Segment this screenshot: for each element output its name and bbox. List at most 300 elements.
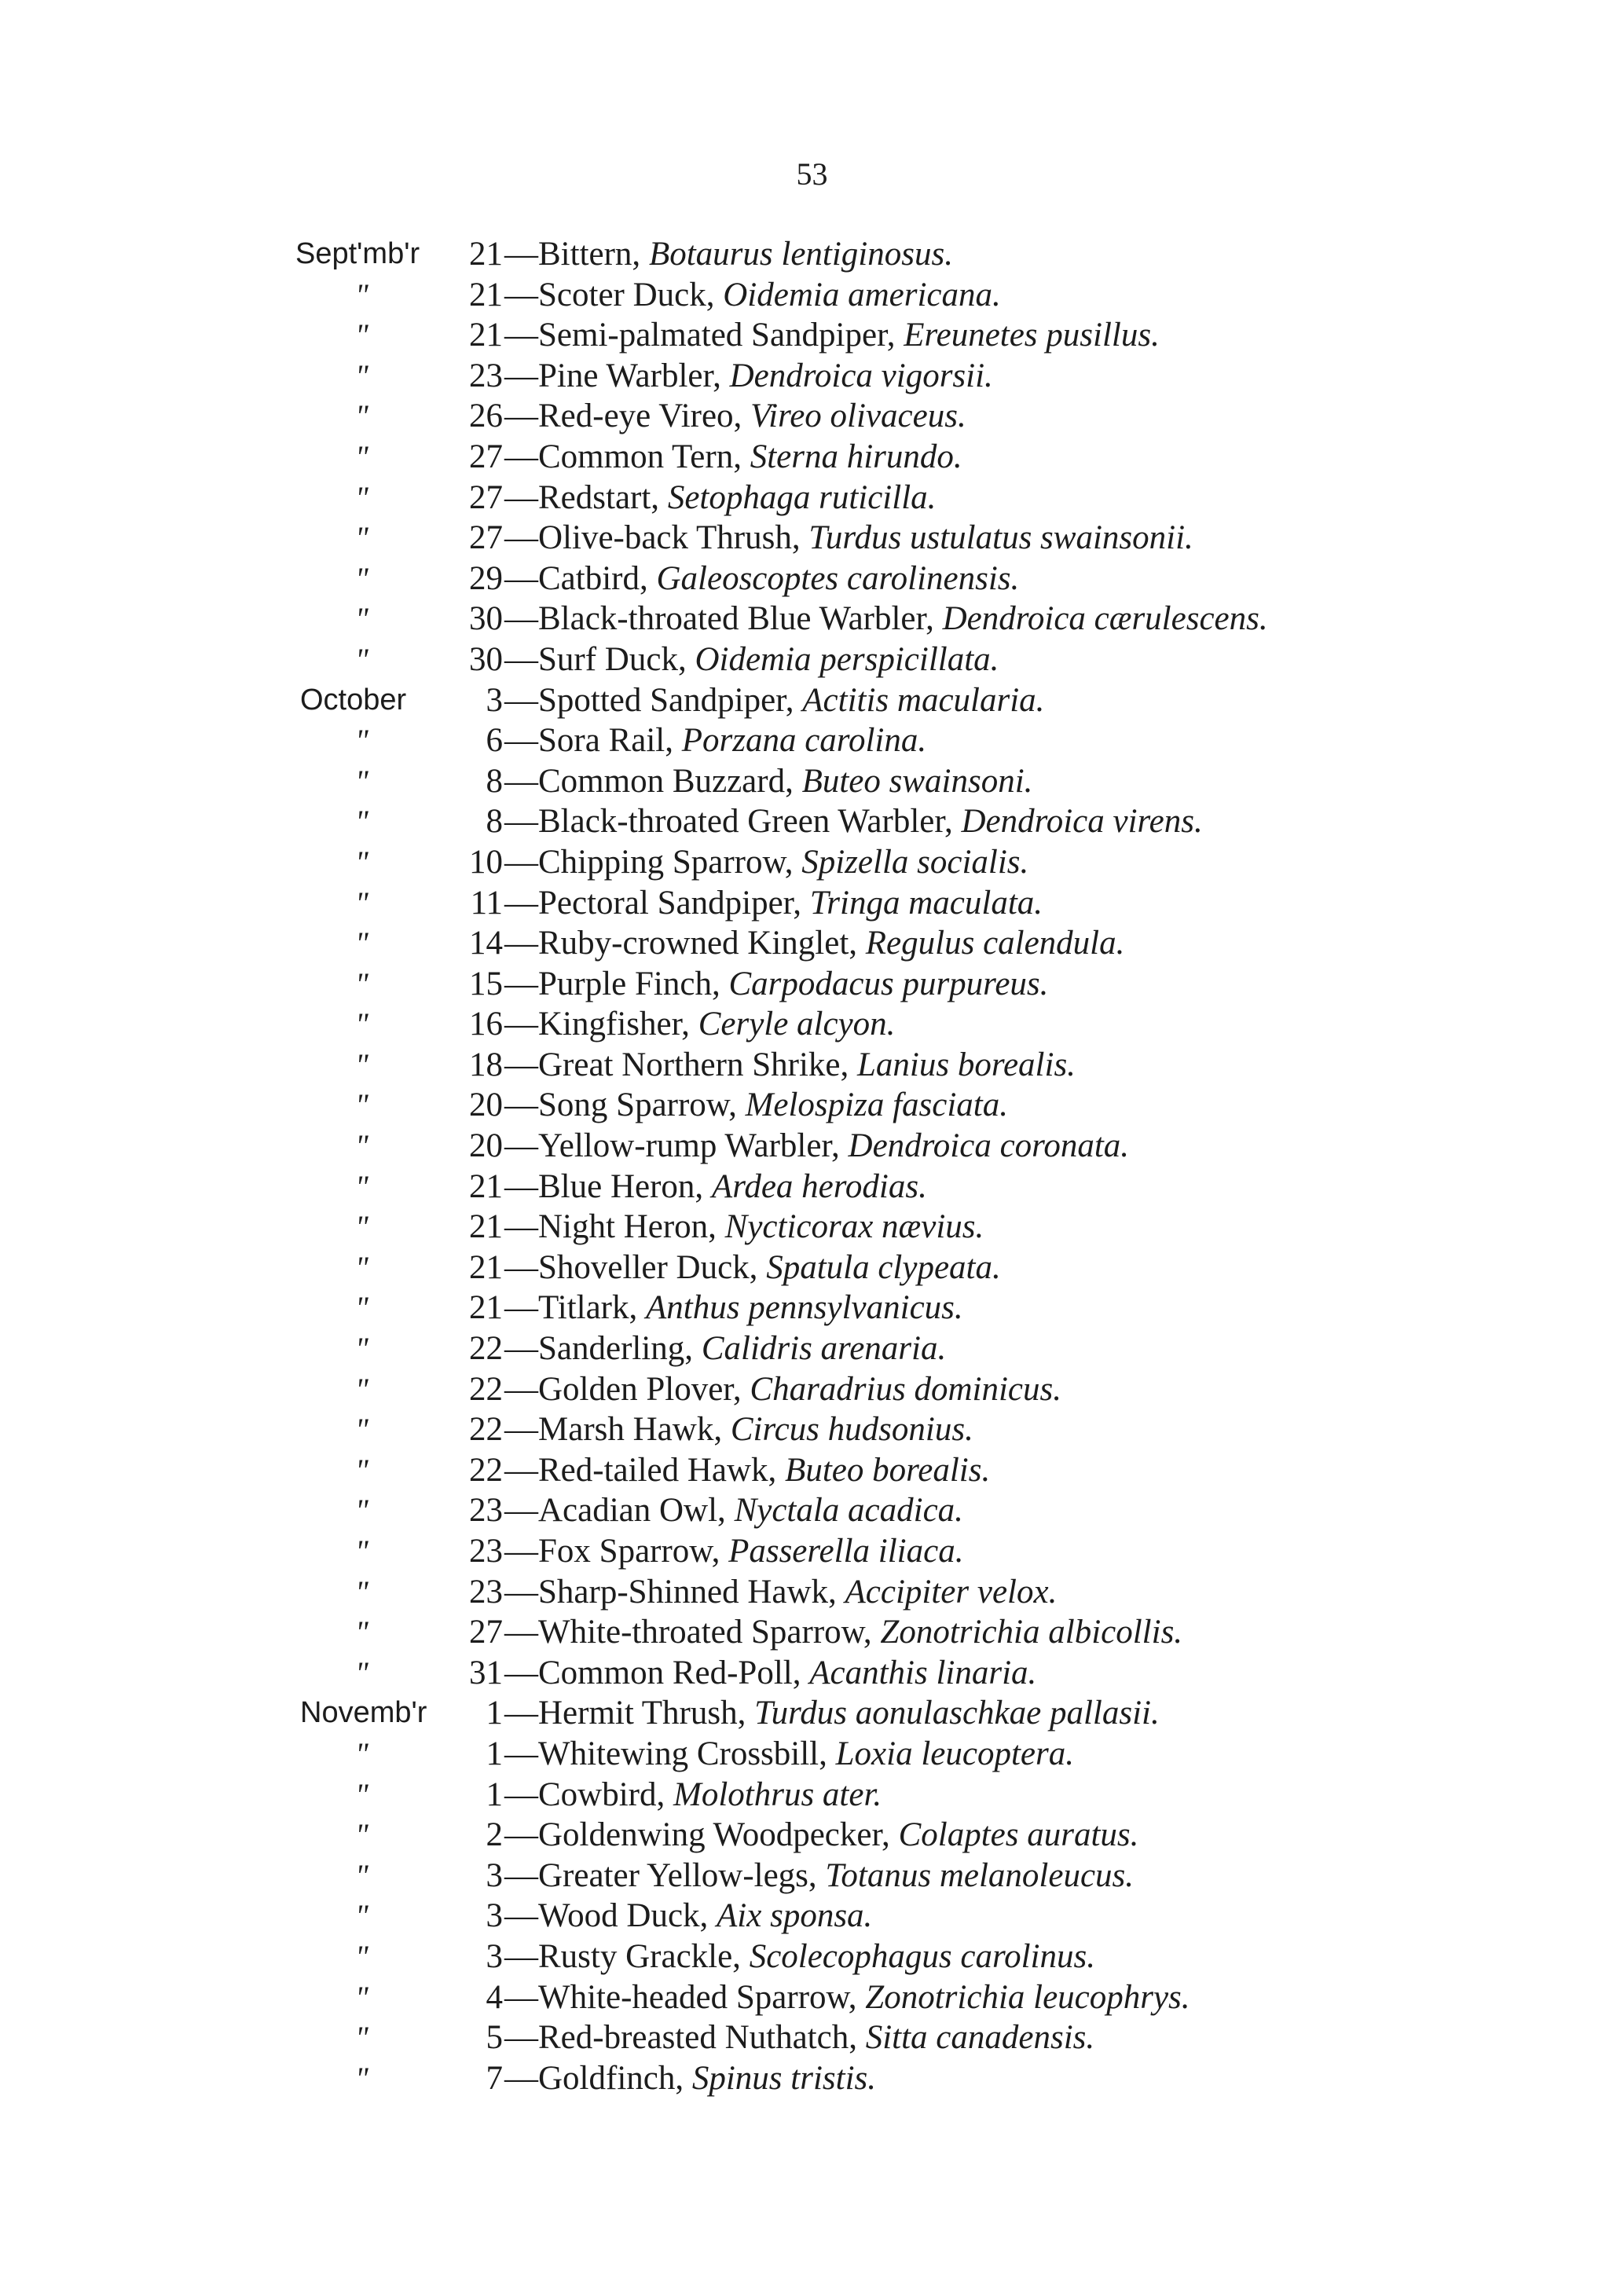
day-number: 3 <box>486 1897 503 1935</box>
latin-name: Spinus tristis. <box>691 2059 877 2097</box>
list-item <box>0 842 1624 883</box>
day-number: 23 <box>469 1533 503 1570</box>
common-name: Fox Sparrow, <box>538 1533 720 1570</box>
day-number: 27 <box>469 478 503 516</box>
common-name: Common Tern, <box>538 438 742 475</box>
ditto-mark: " <box>355 438 368 475</box>
day-number: 3 <box>486 1937 503 1975</box>
common-name: Catbird, <box>538 559 648 597</box>
day-number: 30 <box>469 640 503 678</box>
day-number: 31 <box>469 1654 503 1691</box>
common-name: Purple Finch, <box>538 965 720 1002</box>
list-item <box>0 1896 1624 1937</box>
list-item <box>0 275 1624 316</box>
common-name: White-headed Sparrow, <box>538 1978 857 2016</box>
dash-separator: — <box>504 276 538 313</box>
ditto-mark: " <box>355 844 368 880</box>
dash-separator: — <box>504 1411 538 1449</box>
latin-name: Calidris arenaria. <box>701 1330 947 1368</box>
dash-separator: — <box>504 640 538 678</box>
day-number: 10 <box>469 843 503 881</box>
latin-name: Scolecophagus carolinus. <box>749 1937 1095 1975</box>
common-name: Common Buzzard, <box>538 762 794 800</box>
day-number: 1 <box>486 1775 503 1813</box>
dash-separator: — <box>504 925 538 962</box>
day-number: 29 <box>469 559 503 597</box>
day-number: 26 <box>469 398 503 435</box>
common-name: Red-tailed Hawk, <box>538 1451 777 1489</box>
species-description <box>504 964 1048 1005</box>
common-name: Titlark, <box>538 1289 638 1327</box>
species-description <box>504 842 1028 883</box>
ditto-mark: " <box>355 2060 368 2096</box>
species-description <box>504 315 1160 356</box>
common-name: Semi-palmated Sandpiper, <box>538 317 896 354</box>
dash-separator: — <box>504 722 538 760</box>
list-item <box>0 639 1624 680</box>
day-number: 14 <box>469 925 503 962</box>
dash-separator: — <box>504 1087 538 1124</box>
ditto-mark: " <box>355 1371 368 1407</box>
list-item <box>0 801 1624 842</box>
dash-separator: — <box>504 1937 538 1975</box>
species-description <box>504 680 1044 721</box>
day-number: 1 <box>486 1695 503 1732</box>
species-description <box>504 1612 1182 1653</box>
ditto-mark: " <box>355 520 368 556</box>
list-item <box>0 1490 1624 1531</box>
day-number: 27 <box>469 519 503 557</box>
dash-separator: — <box>504 843 538 881</box>
dash-separator: — <box>504 519 538 557</box>
dash-separator: — <box>504 1775 538 1813</box>
day-number: 6 <box>486 722 503 760</box>
species-description <box>504 1937 1095 1977</box>
ditto-mark: " <box>355 317 368 354</box>
list-item <box>0 1734 1624 1775</box>
day-number: 3 <box>486 1856 503 1894</box>
common-name: Sanderling, <box>538 1330 694 1368</box>
latin-name: Spatula clypeata. <box>766 1248 1001 1286</box>
latin-name: Dendroica cærulescens. <box>942 600 1268 638</box>
common-name: Black-throated Green Warbler, <box>538 803 953 841</box>
common-name: Marsh Hawk, <box>538 1411 723 1449</box>
species-description <box>504 720 926 761</box>
common-name: Golden Plover, <box>538 1370 742 1408</box>
list-item <box>0 478 1624 519</box>
species-description <box>504 1531 963 1572</box>
dash-separator: — <box>504 1127 538 1165</box>
list-item <box>0 518 1624 559</box>
list-item <box>0 1531 1624 1572</box>
ditto-mark: " <box>355 1493 368 1529</box>
latin-name: Acanthis linaria. <box>809 1654 1037 1691</box>
list-item <box>0 1248 1624 1288</box>
dash-separator: — <box>504 1654 538 1691</box>
latin-name: Porzana carolina. <box>681 722 927 760</box>
species-description <box>504 1450 990 1491</box>
day-number: 27 <box>469 1614 503 1651</box>
bird-migration-list <box>0 234 1624 2098</box>
dash-separator: — <box>504 762 538 800</box>
latin-name: Sitta canadensis. <box>865 2019 1095 2057</box>
latin-name: Passerella iliaca. <box>728 1533 964 1570</box>
common-name: Sharp-Shinned Hawk, <box>538 1573 837 1611</box>
ditto-mark: " <box>355 1735 368 1772</box>
species-description <box>504 1409 973 1450</box>
dash-separator: — <box>504 357 538 394</box>
species-description <box>504 356 993 397</box>
latin-name: Ceryle alcyon. <box>698 1006 896 1043</box>
species-description <box>504 1207 984 1248</box>
common-name: Chipping Sparrow, <box>538 843 794 881</box>
latin-name: Tringa maculata. <box>809 884 1043 922</box>
ditto-mark: " <box>355 479 368 515</box>
list-item <box>0 680 1624 721</box>
list-item <box>0 1693 1624 1734</box>
species-description <box>504 518 1193 559</box>
latin-name: Buteo swainsoni. <box>801 762 1033 800</box>
ditto-mark: " <box>355 723 368 759</box>
species-description <box>504 437 962 478</box>
ditto-mark: " <box>355 925 368 962</box>
ditto-mark: " <box>355 2020 368 2056</box>
species-description <box>504 1490 963 1531</box>
ditto-mark: " <box>355 1655 368 1691</box>
latin-name: Buteo borealis. <box>785 1451 991 1489</box>
latin-name: Loxia leucoptera. <box>835 1735 1074 1772</box>
list-item <box>0 1856 1624 1896</box>
day-number: 16 <box>469 1006 503 1043</box>
latin-name: Turdus aonulaschkae pallasii. <box>754 1695 1160 1732</box>
day-number: 23 <box>469 1573 503 1611</box>
latin-name: Ereunetes pusillus. <box>904 317 1160 354</box>
common-name: Redstart, <box>538 478 660 516</box>
list-item <box>0 2058 1624 2099</box>
species-description <box>504 639 999 680</box>
list-item <box>0 1288 1624 1328</box>
dash-separator: — <box>504 1735 538 1772</box>
ditto-mark: " <box>355 1046 368 1083</box>
species-description <box>504 1126 1129 1167</box>
day-number: 8 <box>486 803 503 841</box>
common-name: Wood Duck, <box>538 1897 709 1935</box>
dash-separator: — <box>504 803 538 841</box>
species-description <box>504 396 966 437</box>
common-name: Goldenwing Woodpecker, <box>538 1816 890 1854</box>
dash-separator: — <box>504 965 538 1002</box>
common-name: Scoter Duck, <box>538 276 715 313</box>
species-description <box>504 1572 1057 1613</box>
species-description <box>504 1896 872 1937</box>
list-item <box>0 559 1624 599</box>
ditto-mark: " <box>355 641 368 677</box>
latin-name: Aix sponsa. <box>717 1897 873 1935</box>
species-description <box>504 883 1043 924</box>
latin-name: Oidemia americana. <box>723 276 1001 313</box>
dash-separator: — <box>504 438 538 475</box>
latin-name: Sterna hirundo. <box>750 438 962 475</box>
list-item <box>0 396 1624 437</box>
common-name: Red-breasted Nuthatch, <box>538 2019 857 2057</box>
dash-separator: — <box>504 681 538 719</box>
latin-name: Turdus ustulatus swainsonii. <box>808 519 1193 557</box>
dash-separator: — <box>504 1614 538 1651</box>
list-item <box>0 2017 1624 2058</box>
common-name: Cowbird, <box>538 1775 665 1813</box>
common-name: Shoveller Duck, <box>538 1248 758 1286</box>
list-item <box>0 883 1624 924</box>
species-description <box>504 1248 1001 1288</box>
species-description <box>504 1977 1190 2018</box>
day-number: 23 <box>469 357 503 394</box>
day-number: 4 <box>486 1978 503 2016</box>
day-number: 7 <box>486 2059 503 2097</box>
ditto-mark: " <box>355 1168 368 1204</box>
common-name: Whitewing Crossbill, <box>538 1735 827 1772</box>
day-number: 30 <box>469 600 503 638</box>
day-number: 5 <box>486 2019 503 2057</box>
common-name: Spotted Sandpiper, <box>538 681 794 719</box>
dash-separator: — <box>504 1451 538 1489</box>
ditto-mark: " <box>355 1898 368 1934</box>
species-description <box>504 1815 1138 1856</box>
ditto-mark: " <box>355 885 368 921</box>
dash-separator: — <box>504 1533 538 1570</box>
ditto-mark: " <box>355 1006 368 1043</box>
latin-name: Circus hudsonius. <box>730 1411 973 1449</box>
latin-name: Molothrus ater. <box>673 1775 882 1813</box>
month-label: Sept'mb'r <box>295 237 420 270</box>
latin-name: Spizella socialis. <box>801 843 1029 881</box>
common-name: Yellow-rump Warbler, <box>538 1127 840 1165</box>
day-number: 21 <box>469 1167 503 1205</box>
ditto-mark: " <box>355 560 368 596</box>
species-description <box>504 1167 927 1207</box>
list-item <box>0 1167 1624 1207</box>
dash-separator: — <box>504 1816 538 1854</box>
dash-separator: — <box>504 398 538 435</box>
dash-separator: — <box>504 236 538 273</box>
ditto-mark: " <box>355 1290 368 1326</box>
dash-separator: — <box>504 2019 538 2057</box>
list-item <box>0 356 1624 397</box>
ditto-mark: " <box>355 1249 368 1285</box>
day-number: 27 <box>469 438 503 475</box>
list-item <box>0 1004 1624 1045</box>
species-description <box>504 559 1019 599</box>
day-number: 3 <box>486 681 503 719</box>
latin-name: Actitis macularia. <box>802 681 1045 719</box>
ditto-mark: " <box>355 1817 368 1853</box>
day-number: 21 <box>469 276 503 313</box>
list-item <box>0 1207 1624 1248</box>
dash-separator: — <box>504 1208 538 1246</box>
list-item <box>0 923 1624 964</box>
common-name: Kingfisher, <box>538 1006 690 1043</box>
dash-separator: — <box>504 884 538 922</box>
dash-separator: — <box>504 1248 538 1286</box>
common-name: Black-throated Blue Warbler, <box>538 600 934 638</box>
dash-separator: — <box>504 1167 538 1205</box>
species-description <box>504 2058 876 2099</box>
species-description <box>504 761 1032 802</box>
ditto-mark: " <box>355 1128 368 1164</box>
list-item <box>0 964 1624 1005</box>
common-name: Blue Heron, <box>538 1167 704 1205</box>
day-number: 18 <box>469 1046 503 1083</box>
latin-name: Zonotrichia albicollis. <box>880 1614 1183 1651</box>
list-item <box>0 1450 1624 1491</box>
latin-name: Regulus calendula. <box>865 925 1125 962</box>
latin-name: Nycticorax nævius. <box>724 1208 984 1246</box>
species-description <box>504 1085 1008 1126</box>
list-item <box>0 1328 1624 1369</box>
day-number: 21 <box>469 1208 503 1246</box>
dash-separator: — <box>504 1492 538 1530</box>
ditto-mark: " <box>355 763 368 799</box>
dash-separator: — <box>504 600 538 638</box>
species-description <box>504 1045 1076 1086</box>
dash-separator: — <box>504 1006 538 1043</box>
latin-name: Anthus pennsylvanicus. <box>646 1289 963 1327</box>
latin-name: Galeoscoptes carolinensis. <box>656 559 1020 597</box>
latin-name: Accipiter velox. <box>845 1573 1058 1611</box>
day-number: 22 <box>469 1370 503 1408</box>
species-description <box>504 1775 882 1816</box>
list-item <box>0 234 1624 275</box>
latin-name: Botaurus lentiginosus. <box>648 236 953 273</box>
list-item <box>0 315 1624 356</box>
common-name: Greater Yellow-legs, <box>538 1856 817 1894</box>
common-name: Night Heron, <box>538 1208 717 1246</box>
list-item <box>0 437 1624 478</box>
day-number: 8 <box>486 762 503 800</box>
list-item <box>0 1045 1624 1086</box>
ditto-mark: " <box>355 1938 368 1974</box>
latin-name: Dendroica vigorsii. <box>729 357 993 394</box>
common-name: Surf Duck, <box>538 640 687 678</box>
list-item <box>0 1612 1624 1653</box>
species-description <box>504 923 1124 964</box>
species-description <box>504 801 1203 842</box>
day-number: 22 <box>469 1411 503 1449</box>
ditto-mark: " <box>355 601 368 637</box>
latin-name: Carpodacus purpureus. <box>728 965 1049 1002</box>
list-item <box>0 1653 1624 1694</box>
common-name: Pectoral Sandpiper, <box>538 884 802 922</box>
day-number: 21 <box>469 1248 503 1286</box>
common-name: Common Red-Poll, <box>538 1654 801 1691</box>
ditto-mark: " <box>355 1087 368 1123</box>
ditto-mark: " <box>355 1209 368 1245</box>
species-description <box>504 234 953 275</box>
ditto-mark: " <box>355 277 368 313</box>
list-item <box>0 1977 1624 2018</box>
day-number: 23 <box>469 1492 503 1530</box>
day-number: 22 <box>469 1451 503 1489</box>
species-description <box>504 2017 1094 2058</box>
list-item <box>0 1409 1624 1450</box>
list-item <box>0 1085 1624 1126</box>
latin-name: Totanus melanoleucus. <box>825 1856 1135 1894</box>
page-number: 53 <box>796 156 828 192</box>
latin-name: Dendroica virens. <box>961 803 1203 841</box>
dash-separator: — <box>504 1046 538 1083</box>
day-number: 15 <box>469 965 503 1002</box>
common-name: Ruby-crowned Kinglet, <box>538 925 858 962</box>
ditto-mark: " <box>355 804 368 840</box>
day-number: 21 <box>469 1289 503 1327</box>
ditto-mark: " <box>355 1614 368 1651</box>
species-description <box>504 599 1268 639</box>
month-label: October <box>300 683 407 716</box>
list-item <box>0 1126 1624 1167</box>
day-number: 20 <box>469 1127 503 1165</box>
dash-separator: — <box>504 1573 538 1611</box>
ditto-mark: " <box>355 1331 368 1367</box>
dash-separator: — <box>504 1289 538 1327</box>
list-item <box>0 1815 1624 1856</box>
ditto-mark: " <box>355 966 368 1002</box>
ditto-mark: " <box>355 398 368 434</box>
common-name: White-throated Sparrow, <box>538 1614 872 1651</box>
list-item <box>0 1775 1624 1816</box>
common-name: Acadian Owl, <box>538 1492 726 1530</box>
ditto-mark: " <box>355 1979 368 2015</box>
common-name: Bittern, <box>538 236 641 273</box>
day-number: 1 <box>486 1735 503 1772</box>
ditto-mark: " <box>355 1857 368 1893</box>
day-number: 20 <box>469 1087 503 1124</box>
dash-separator: — <box>504 559 538 597</box>
species-description <box>504 478 936 519</box>
latin-name: Charadrius dominicus. <box>750 1370 1061 1408</box>
month-label: Novemb'r <box>300 1696 427 1730</box>
list-item <box>0 1572 1624 1613</box>
day-number: 22 <box>469 1330 503 1368</box>
common-name: Rusty Grackle, <box>538 1937 741 1975</box>
list-item <box>0 1369 1624 1410</box>
species-description <box>504 275 1001 316</box>
latin-name: Zonotrichia leucophrys. <box>865 1978 1190 2016</box>
species-description <box>504 1328 946 1369</box>
species-description <box>504 1734 1074 1775</box>
ditto-mark: " <box>355 1412 368 1448</box>
species-description <box>504 1004 895 1045</box>
latin-name: Lanius borealis. <box>856 1046 1076 1083</box>
common-name: Hermit Thrush, <box>538 1695 746 1732</box>
day-number: 21 <box>469 236 503 273</box>
dash-separator: — <box>504 1330 538 1368</box>
latin-name: Melospiza fasciata. <box>745 1087 1009 1124</box>
list-item <box>0 1937 1624 1977</box>
species-description <box>504 1653 1036 1694</box>
common-name: Goldfinch, <box>538 2059 684 2097</box>
latin-name: Colaptes auratus. <box>898 1816 1139 1854</box>
latin-name: Ardea herodias. <box>711 1167 927 1205</box>
ditto-mark: " <box>355 1452 368 1488</box>
common-name: Olive-back Thrush, <box>538 519 801 557</box>
common-name: Red-eye Vireo, <box>538 398 742 435</box>
latin-name: Oidemia perspicillata. <box>695 640 999 678</box>
ditto-mark: " <box>355 1776 368 1812</box>
dash-separator: — <box>504 478 538 516</box>
ditto-mark: " <box>355 1574 368 1610</box>
latin-name: Nyctala acadica. <box>734 1492 963 1530</box>
species-description <box>504 1288 963 1328</box>
species-description <box>504 1856 1134 1896</box>
